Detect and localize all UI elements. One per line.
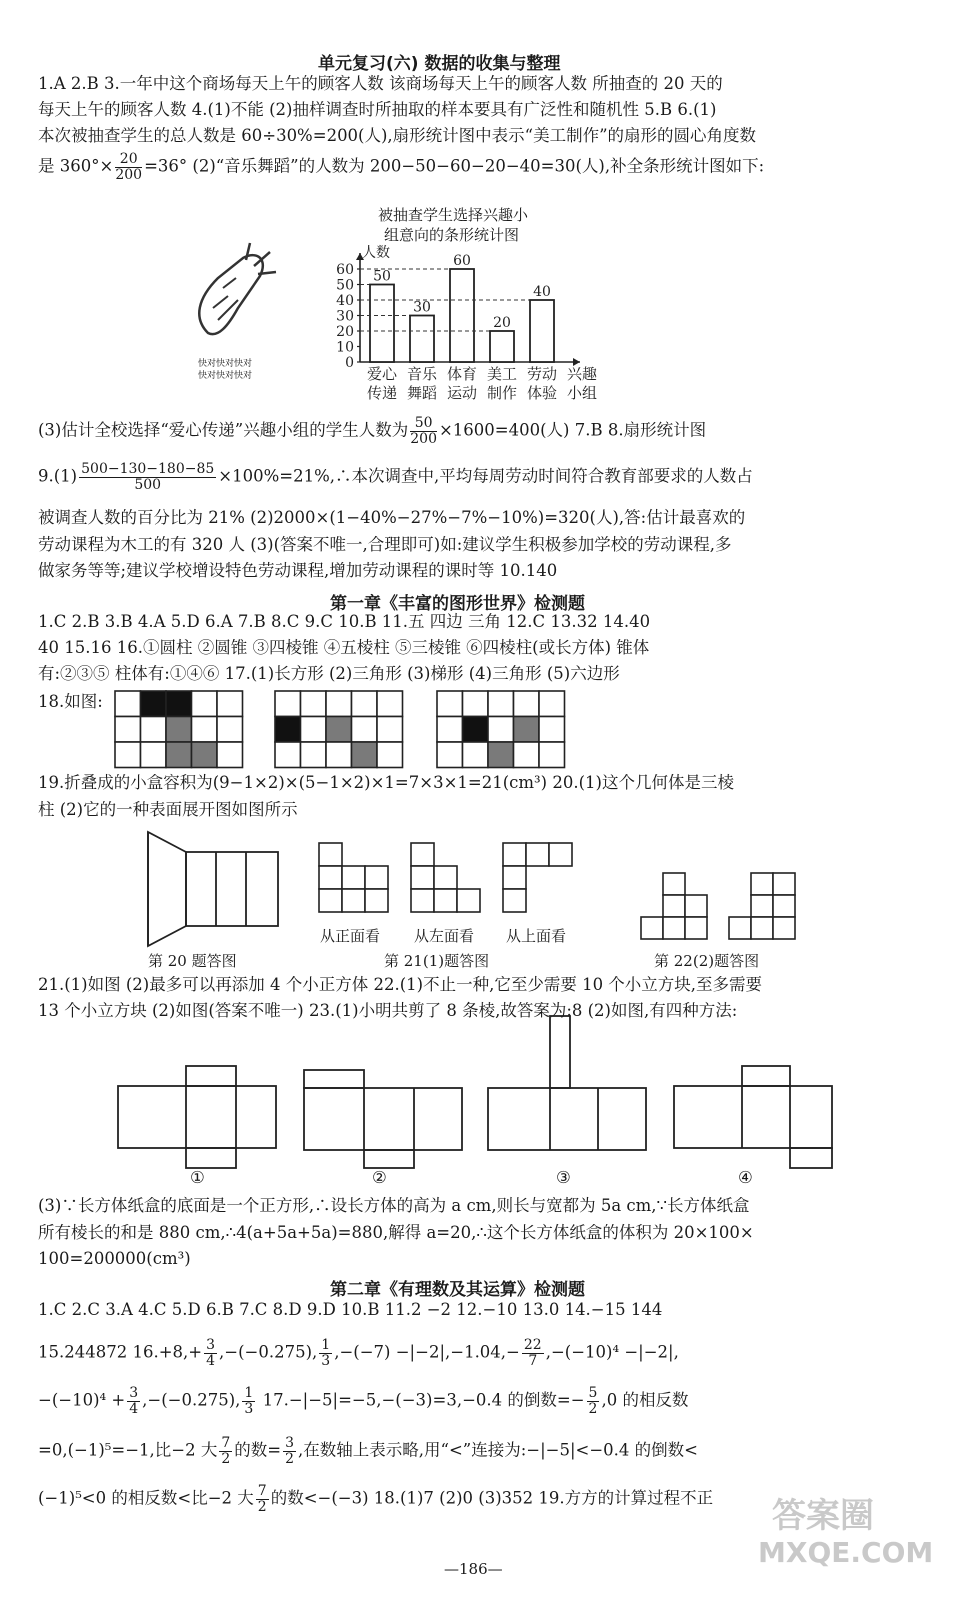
block-square <box>685 895 707 917</box>
caption-q20: 第 20 题答图 <box>148 952 237 970</box>
block-square <box>434 866 457 889</box>
text-line: 1.C 2.B 3.B 4.A 5.D 6.A 7.B 8.C 9.C 10.B 11.五 四边 三角 12.C 13.32 14.40 <box>38 612 651 631</box>
text-segment: ,在数轴上表示略,用“<”连接为:−|−5|<−0.4 的倒数< <box>298 1440 698 1460</box>
fraction <box>127 1386 140 1416</box>
block-square <box>773 917 795 939</box>
text-line: 40 15.16 16.①圆柱 ②圆锥 ③四棱锥 ④五棱柱 ⑤三棱锥 ⑥四棱柱(或长方体) 锥体 <box>38 638 650 657</box>
grid-cell <box>301 717 327 743</box>
block-square <box>503 889 526 912</box>
fraction-numerator: 50 <box>410 416 437 432</box>
grid-cell <box>539 717 565 743</box>
text-line: 劳动课程为木工的有 320 人 (3)(答案不唯一,合理即可)如:建议学生积极参加学校的劳动课程,多 <box>38 535 732 554</box>
caption-left-view: 从左面看 <box>414 927 475 945</box>
block-square <box>319 866 342 889</box>
bar <box>450 269 474 362</box>
category-label: 劳动 <box>526 365 558 383</box>
grid-cell <box>488 691 514 717</box>
q23-net-3 <box>486 1014 648 1156</box>
fraction-denominator: 2 <box>257 1498 267 1515</box>
text-segment: =36° (2)“音乐舞蹈”的人数为 200−50−60−20−40=30(人),补全条形统计图如下: <box>144 156 765 176</box>
section-title-unit-review-6: 单元复习(六) 数据的收集与整理 <box>318 54 561 74</box>
method-number-1: ① <box>190 1168 205 1187</box>
block-square <box>751 873 773 895</box>
grid-cell <box>488 742 514 768</box>
bar <box>370 285 394 363</box>
block-square <box>503 843 526 866</box>
text-line: 每天上午的顾客人数 4.(1)不能 (2)抽样调查时所抽取的样本要具有广泛性和随机性 5.B 6.(1) <box>38 100 717 119</box>
fraction-denominator: 4 <box>129 1400 139 1417</box>
method-number-3: ③ <box>556 1168 571 1187</box>
block-square <box>641 917 663 939</box>
chart-title-line-1: 被抽查学生选择兴趣小 <box>378 206 529 224</box>
caption-front-view: 从正面看 <box>320 927 381 945</box>
text-line-with-fraction <box>38 1338 679 1368</box>
bar-chart <box>330 240 630 410</box>
text-line: (3)∵长方体纸盒的底面是一个正方形,∴设长方体的高为 a cm,则长与宽都为 5a cm,∵长方体纸盒 <box>38 1196 750 1215</box>
data-label: 20 <box>493 315 511 331</box>
grid-cell <box>539 742 565 768</box>
fraction <box>219 1436 232 1466</box>
fraction <box>319 1338 332 1368</box>
grid-cell <box>326 717 352 743</box>
bar <box>530 300 554 362</box>
fraction <box>283 1436 296 1466</box>
category-label: 舞蹈 <box>406 384 438 402</box>
logo-text-2: 快对快对快对 <box>198 371 253 381</box>
q22-view-b <box>728 872 824 944</box>
bar <box>490 331 514 362</box>
q18-grid-1 <box>114 690 244 768</box>
block-square <box>319 889 342 912</box>
text-line: 本次被抽查学生的总人数是 60÷30%=200(人),扇形统计图中表示“美工制作”的扇形的圆心角度数 <box>38 126 757 145</box>
text-segment: ×1600=400(人) 7.B 8.扇形统计图 <box>438 420 707 440</box>
fraction <box>204 1338 217 1368</box>
grid-cell <box>437 742 463 768</box>
block-square <box>773 873 795 895</box>
q18-grid-2 <box>274 690 404 768</box>
category-label: 运动 <box>446 384 478 402</box>
grid-cell <box>301 742 327 768</box>
y-axis-label: 人数 <box>362 245 390 261</box>
fraction-denominator: 500 <box>134 476 162 493</box>
text-line-with-fraction <box>38 462 753 492</box>
grid-cell <box>539 691 565 717</box>
block-square <box>663 895 685 917</box>
data-label: 50 <box>373 268 391 285</box>
text-segment: ,0 的相反数 <box>601 1390 689 1410</box>
grid-cell <box>377 691 403 717</box>
fraction-denominator: 200 <box>410 430 437 447</box>
grid-cell <box>192 717 218 743</box>
grid-cell <box>275 717 301 743</box>
method-number-2: ② <box>372 1168 387 1187</box>
watermark-url: MXQE.COM <box>758 1536 934 1569</box>
text-line: 1.C 2.C 3.A 4.C 5.D 6.B 7.C 8.D 9.D 10.B 11.2 −2 12.−10 13.0 14.−15 144 <box>38 1300 663 1319</box>
grid-cell <box>217 742 243 768</box>
block-square <box>411 843 434 866</box>
block-square <box>663 917 685 939</box>
section-title-chapter-2: 第二章《有理数及其运算》检测题 <box>330 1280 585 1300</box>
logo-text-1: 快对快对快对 <box>198 359 253 369</box>
fraction-denominator: 2 <box>588 1400 598 1417</box>
category-label: 制作 <box>486 384 518 402</box>
data-label: 30 <box>413 299 431 316</box>
method-number-4: ④ <box>738 1168 753 1187</box>
text-segment: ×100%=21%,∴本次调查中,平均每周劳动时间符合教育部要求的人数占 <box>218 466 753 486</box>
text-segment: 9.(1) <box>38 466 78 486</box>
chart-title-line-2: 组意向的条形统计图 <box>384 226 520 244</box>
data-label: 60 <box>453 253 471 269</box>
grid-cell <box>352 717 378 743</box>
text-line-with-fraction <box>38 416 706 446</box>
q18-grid-3 <box>436 690 566 768</box>
text-segment: (−1)⁵<0 的相反数<比−2 大 <box>38 1488 254 1508</box>
carrot-logo-icon <box>188 238 278 348</box>
y-tick-label: 30 <box>336 308 354 325</box>
block-square <box>685 917 707 939</box>
text-line: 做家务等等;建议学校增设特色劳动课程,增加劳动课程的课时等 10.140 <box>38 561 558 580</box>
text-segment: ,−(−0.275), <box>142 1390 241 1410</box>
q21-top-view <box>502 842 574 914</box>
grid-cell <box>488 717 514 743</box>
text-segment: 15.244872 16.+8,+ <box>38 1342 203 1362</box>
caption-q21: 第 21(1)题答图 <box>384 952 490 970</box>
block-square <box>729 917 751 939</box>
grid-cell <box>326 742 352 768</box>
fraction-numerator: 7 <box>257 1483 267 1499</box>
fraction-numerator: 20 <box>115 152 142 168</box>
y-tick-label: 20 <box>336 324 354 340</box>
text-line-with-fraction <box>38 152 764 182</box>
grid-cell <box>192 691 218 717</box>
grid-cell <box>514 742 540 768</box>
text-line-with-fraction <box>38 1436 698 1466</box>
block-square <box>319 843 342 866</box>
x-axis-label: 小组 <box>566 384 598 402</box>
block-square <box>434 889 457 912</box>
bar <box>410 316 434 363</box>
block-square <box>773 895 795 917</box>
grid-cell <box>166 717 192 743</box>
fraction-numerator: 1 <box>321 1337 331 1353</box>
block-square <box>503 866 526 889</box>
fraction <box>256 1484 269 1514</box>
grid-cell <box>141 717 167 743</box>
fraction-numerator: 3 <box>206 1337 216 1353</box>
q21-front-view <box>318 842 390 914</box>
grid-cell <box>217 717 243 743</box>
block-square <box>365 866 388 889</box>
fraction <box>242 1386 255 1416</box>
fraction <box>522 1338 544 1368</box>
data-label: 40 <box>533 284 551 300</box>
category-label: 音乐 <box>406 365 438 383</box>
grid-cell <box>352 742 378 768</box>
text-line: 13 个小立方块 (2)如图(答案不唯一) 23.(1)小明共剪了 8 条棱,故答案为:8 (2)如图,有四种方法: <box>38 1001 738 1020</box>
fraction-denominator: 2 <box>285 1450 295 1467</box>
fraction <box>115 152 142 182</box>
text-line: 柱 (2)它的一种表面展开图如图所示 <box>38 800 298 819</box>
block-square <box>549 843 572 866</box>
grid-cell <box>217 691 243 717</box>
text-segment: −(−10)⁴ + <box>38 1390 126 1410</box>
text-line: 19.折叠成的小盒容积为(9−1×2)×(5−1×2)×1=7×3×1=21(cm³) 20.(1)这个几何体是三棱 <box>38 773 734 792</box>
fraction-numerator: 7 <box>221 1435 231 1451</box>
grid-cell <box>166 742 192 768</box>
text-segment: 是 360°× <box>38 156 114 176</box>
y-tick-label: 60 <box>336 262 354 278</box>
grid-cell <box>377 742 403 768</box>
block-square <box>751 895 773 917</box>
fraction <box>410 416 437 446</box>
grid-cell <box>463 742 489 768</box>
q23-net-2 <box>302 1068 464 1156</box>
y-tick-label: 0 <box>345 355 354 371</box>
text-line: 被调查人数的百分比为 21% (2)2000×(1−40%−27%−7%−10%)=320(人),答:估计最喜欢的 <box>38 508 746 527</box>
text-segment: ,−(−10)⁴ −|−2|, <box>545 1342 679 1362</box>
grid-cell <box>437 717 463 743</box>
caption-top-view: 从上面看 <box>506 927 567 945</box>
q23-net-4 <box>672 1064 834 1156</box>
block-square <box>342 889 365 912</box>
fraction-denominator: 3 <box>244 1400 254 1417</box>
x-axis-label: 兴趣 <box>566 365 598 383</box>
text-line: 所有棱长的和是 880 cm,∴4(a+5a+5a)=880,解得 a=20,∴这个长方体纸盒的体积为 20×100× <box>38 1223 754 1242</box>
y-tick-label: 10 <box>336 339 354 356</box>
text-segment: =0,(−1)⁵=−1,比−2 大 <box>38 1440 218 1460</box>
fraction-denominator: 4 <box>206 1352 216 1369</box>
q22-view-a <box>640 872 736 944</box>
grid-cell <box>301 691 327 717</box>
fraction-numerator: 3 <box>129 1385 139 1401</box>
block-square <box>526 843 549 866</box>
y-tick-label: 40 <box>336 293 354 309</box>
section-title-chapter-1: 第一章《丰富的图形世界》检测题 <box>330 594 585 614</box>
category-label: 体育 <box>446 365 478 383</box>
fraction <box>79 462 216 492</box>
grid-cell <box>141 691 167 717</box>
text-line-with-fraction <box>38 1386 688 1416</box>
block-square <box>751 917 773 939</box>
grid-cell <box>437 691 463 717</box>
block-square <box>411 866 434 889</box>
fraction-denominator: 7 <box>528 1352 538 1369</box>
y-tick-label: 50 <box>336 277 354 294</box>
category-label: 美工 <box>486 365 518 383</box>
grid-cell <box>115 717 141 743</box>
grid-cell <box>352 691 378 717</box>
text-line: 18.如图: <box>38 692 103 711</box>
page-number: —186— <box>444 1560 503 1578</box>
q21-left-view <box>410 842 482 914</box>
grid-cell <box>463 691 489 717</box>
grid-cell <box>377 717 403 743</box>
grid-cell <box>115 742 141 768</box>
text-line: 21.(1)如图 (2)最多可以再添加 4 个小正方体 22.(1)不止一种,它至少需要 10 个小立方块,至多需要 <box>38 975 763 994</box>
block-square <box>457 889 480 912</box>
text-line: 1.A 2.B 3.一年中这个商场每天上午的顾客人数 该商场每天上午的顾客人数 所抽查的 20 天的 <box>38 74 723 93</box>
text-segment: ,−(−0.275), <box>219 1342 318 1362</box>
grid-cell <box>115 691 141 717</box>
fraction-numerator: 1 <box>244 1385 254 1401</box>
block-square <box>663 873 685 895</box>
category-label: 传递 <box>366 384 398 402</box>
fraction-denominator: 3 <box>321 1352 331 1369</box>
grid-cell <box>166 691 192 717</box>
fraction <box>587 1386 600 1416</box>
q20-net-figure <box>146 830 282 946</box>
block-square <box>365 889 388 912</box>
fraction-numerator: 5 <box>588 1385 598 1401</box>
grid-cell <box>463 717 489 743</box>
block-square <box>411 889 434 912</box>
category-label: 体验 <box>526 384 558 402</box>
q23-net-1 <box>116 1064 278 1152</box>
grid-cell <box>326 691 352 717</box>
text-line-with-fraction <box>38 1484 713 1514</box>
category-label: 爱心 <box>366 365 398 383</box>
fraction-denominator: 200 <box>115 166 143 183</box>
fraction-numerator: 22 <box>523 1337 542 1353</box>
fraction-numerator: 3 <box>285 1435 295 1451</box>
text-segment: ,−(−7) −|−2|,−1.04,− <box>334 1342 520 1362</box>
grid-cell <box>514 717 540 743</box>
caption-q22: 第 22(2)题答图 <box>654 952 760 970</box>
block-square <box>342 866 365 889</box>
grid-cell <box>275 742 301 768</box>
text-segment: (3)估计全校选择“爱心传递”兴趣小组的学生人数为 <box>38 420 409 440</box>
text-line: 有:②③⑤ 柱体有:①④⑥ 17.(1)长方形 (2)三角形 (3)梯形 (4)三角形 (5)六边形 <box>38 664 620 683</box>
text-segment: 的数= <box>234 1440 282 1460</box>
text-segment: 的数<−(−3) 18.(1)7 (2)0 (3)352 19.方方的计算过程不正 <box>270 1488 714 1508</box>
grid-cell <box>192 742 218 768</box>
fraction-numerator: 500−130−180−85 <box>81 461 215 477</box>
watermark-logo: 答案圈 <box>772 1496 874 1536</box>
fraction-denominator: 2 <box>221 1450 231 1467</box>
text-line: 100=200000(cm³) <box>38 1249 191 1268</box>
grid-cell <box>141 742 167 768</box>
grid-cell <box>275 691 301 717</box>
grid-cell <box>514 691 540 717</box>
text-segment: 17.−|−5|=−5,−(−3)=3,−0.4 的倒数=− <box>257 1390 585 1410</box>
